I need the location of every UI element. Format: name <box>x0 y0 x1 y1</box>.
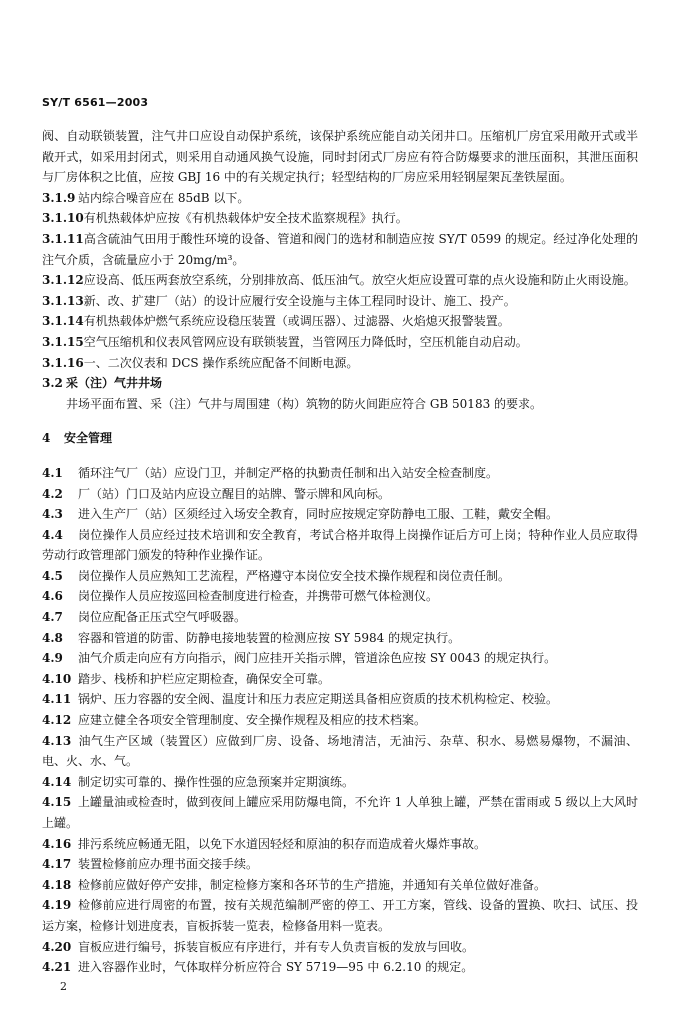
clause-number: 4.7 <box>42 610 63 625</box>
clause-number: 4.14 <box>42 774 72 789</box>
clause-text: 装置检修前应办理书面交接手续。 <box>78 857 259 872</box>
clause-item <box>42 854 638 875</box>
clause-number: 4.1 <box>42 465 63 480</box>
clause-number: 4.16 <box>42 836 72 851</box>
clause-text: 制定切实可靠的、操作性强的应急预案并定期演练。 <box>78 774 355 789</box>
clause-number: 4.3 <box>42 507 63 522</box>
clause-item <box>42 525 638 566</box>
clause-list-4 <box>42 463 638 978</box>
standard-code-header: SY/T 6561—2003 <box>42 96 149 109</box>
clause-text: 空气压缩机和仪表风管网应设有联锁装置，当管网压力降低时，空压机能自动启动。 <box>83 334 528 349</box>
clause-number: 4.8 <box>42 630 63 645</box>
clause-number: 4.2 <box>42 486 63 501</box>
clause-text: 循环注气厂（站）应设门卫，并制定严格的执勤责任制和出入站安全检查制度。 <box>78 465 499 480</box>
clause-text: 岗位应配备正压式空气呼吸器。 <box>78 610 247 625</box>
clause-item <box>42 957 638 978</box>
section-spacer <box>42 449 638 463</box>
clause-number: 4.5 <box>42 568 63 583</box>
clause-item <box>42 484 638 505</box>
clause-item <box>42 188 638 209</box>
section-title: 安全管理 <box>64 431 113 446</box>
clause-text: 岗位操作人员应经过技术培训和安全教育，考试合格并取得上岗操作证后方可上岗；特种作业人员应取得劳动行政管理部门颁发的特种作业操作证。 <box>42 527 638 563</box>
clause-number: 4.6 <box>42 589 63 604</box>
clause-item <box>42 875 638 896</box>
section-heading-4 <box>42 428 638 449</box>
clause-text: 油气介质走向应有方向指示，阀门应挂开关指示牌，管道涂色应按 SY 0043 的规定执行。 <box>78 651 557 666</box>
clause-number: 3.1.11 <box>42 231 84 246</box>
clause-number: 3.1.12 <box>42 273 84 288</box>
intro-paragraph: 阀、自动联锁装置，注气井口应设自动保护系统，该保护系统应能自动关闭井口。压缩机厂房宜采用敞开式或半敞开式，如采用封闭式，则采用自动通风换气设施，同时封闭式厂房应有符合防爆要求的泄压面积，其泄压面积与厂房体积之比值，应按 GBJ 16 中的有关规定执行；轻型结构的厂房应采用轻钢屋架瓦垄铁屋面。 <box>42 129 638 185</box>
clause-text: 岗位操作人员应熟知工艺流程，严格遵守本岗位安全技术操作规程和岗位责任制。 <box>78 568 511 583</box>
section-paragraph-3-2: 井场平面布置、采（注）气井与周围建（构）筑物的防火间距应符合 GB 50183 的要求。 <box>66 396 543 411</box>
clause-number: 4.10 <box>42 671 72 686</box>
clause-item <box>42 689 638 710</box>
clause-number: 4.15 <box>42 795 72 810</box>
clause-item <box>42 566 638 587</box>
clause-text: 盲板应进行编号，拆装盲板应有序进行，并有专人负责盲板的发放与回收。 <box>78 939 475 954</box>
clause-item <box>42 895 638 936</box>
clause-number: 4.12 <box>42 713 72 728</box>
clause-text: 容器和管道的防雷、防静电接地装置的检测应按 SY 5984 的规定执行。 <box>78 630 461 645</box>
clause-item <box>42 291 638 312</box>
clause-number: 4.11 <box>42 692 72 707</box>
clause-text: 站内综合噪音应在 85dB 以下。 <box>78 190 250 205</box>
section-number: 3.2 <box>42 376 63 391</box>
clause-text: 检修前应进行周密的布置，按有关规范编制严密的停工、开工方案，管线、设备的置换、吹扫、试压、投运方案，检修计划进度表，盲板拆装一览表，检修备用料一览表。 <box>42 898 638 933</box>
clause-text: 进入生产厂（站）区须经过入场安全教育，同时应按规定穿防静电工服、工鞋，戴安全帽。 <box>78 507 559 522</box>
clause-item <box>42 463 638 484</box>
clause-item <box>42 311 638 332</box>
clause-number: 4.17 <box>42 857 72 872</box>
clause-text: 上罐量油或检查时，做到夜间上罐应采用防爆电筒，不允许 1 人单独上罐，严禁在雷雨或 5 级以上大风时上罐。 <box>42 795 638 830</box>
clause-text: 高含硫油气田用于酸性环境的设备、管道和阀门的选材和制造应按 SY/T 0599 的规定。经过净化处理的注气介质，含硫量应小于 20mg/m³。 <box>42 231 638 267</box>
clause-number: 4.18 <box>42 877 72 892</box>
clause-text: 应建立健全各项安全管理制度、安全操作规程及相应的技术档案。 <box>78 713 427 728</box>
page-number: 2 <box>60 980 67 993</box>
clause-item <box>42 669 638 690</box>
clause-item <box>42 628 638 649</box>
clause-number: 4.4 <box>42 527 63 542</box>
clause-number: 4.20 <box>42 939 72 954</box>
clause-item <box>42 772 638 793</box>
clause-text: 有机热载体炉燃气系统应设稳压装置（或调压器）、过滤器、火焰熄灭报警装置。 <box>83 314 510 329</box>
document-body <box>42 126 638 978</box>
clause-text: 新、改、扩建厂（站）的设计应履行安全设施与主体工程同时设计、施工、投产。 <box>83 293 516 308</box>
clause-item <box>42 648 638 669</box>
clause-number: 3.1.13 <box>42 293 84 308</box>
clause-item <box>42 504 638 525</box>
clause-text: 检修前应做好停产安排，制定检修方案和各环节的生产措施，并通知有关单位做好准备。 <box>78 877 547 892</box>
clause-item <box>42 270 638 291</box>
clause-item <box>42 208 638 229</box>
clause-text: 应设高、低压两套放空系统，分别排放高、低压油气。放空火炬应设置可靠的点火设施和防止火雨设施。 <box>83 273 636 288</box>
clause-text: 排污系统应畅通无阻，以免下水道因轻烃和原油的积存而造成着火爆炸事故。 <box>78 836 487 851</box>
clause-text: 有机热载体炉应按《有机热载体炉安全技术监察规程》执行。 <box>83 211 408 226</box>
clause-number: 4.19 <box>42 898 72 913</box>
clause-item <box>42 332 638 353</box>
clause-text: 踏步、栈桥和护栏应定期检查，确保安全可靠。 <box>78 671 331 686</box>
clause-text: 厂（站）门口及站内应设立醒目的站牌、警示牌和风向标。 <box>78 486 391 501</box>
clause-number: 3.1.15 <box>42 334 84 349</box>
section-spacer <box>42 414 638 428</box>
clause-number: 3.1.10 <box>42 211 84 226</box>
clause-item <box>42 731 638 772</box>
section-number: 4 <box>42 431 51 446</box>
clause-number: 4.21 <box>42 960 72 975</box>
clause-item <box>42 229 638 270</box>
clause-number: 4.13 <box>42 733 72 748</box>
clause-item <box>42 710 638 731</box>
section-heading-3-2 <box>42 373 638 394</box>
clause-item <box>42 937 638 958</box>
clause-number: 4.9 <box>42 651 63 666</box>
clause-item <box>42 792 638 833</box>
clause-number: 3.1.16 <box>42 355 84 370</box>
clause-item <box>42 586 638 607</box>
clause-number: 3.1.9 <box>42 190 76 205</box>
clause-text: 油气生产区域（装置区）应做到厂房、设备、场地清洁，无油污、杂草、积水、易燃易爆物，不漏油、电、火、水、气。 <box>42 733 638 769</box>
section-title: 采（注）气井井场 <box>66 376 163 391</box>
clause-item <box>42 607 638 628</box>
clause-text: 锅炉、压力容器的安全阀、温度计和压力表应定期送具备相应资质的技术机构检定、校验。 <box>78 692 559 707</box>
clause-number: 3.1.14 <box>42 314 84 329</box>
clause-item <box>42 834 638 855</box>
clause-text: 进入容器作业时，气体取样分析应符合 SY 5719—95 中 6.2.10 的规定。 <box>78 960 474 975</box>
clause-text: 岗位操作人员应按巡回检查制度进行检查，并携带可燃气体检测仪。 <box>78 589 439 604</box>
clause-text: 一、二次仪表和 DCS 操作系统应配备不间断电源。 <box>83 355 359 370</box>
clause-list-3-1 <box>42 188 638 373</box>
clause-item <box>42 353 638 374</box>
